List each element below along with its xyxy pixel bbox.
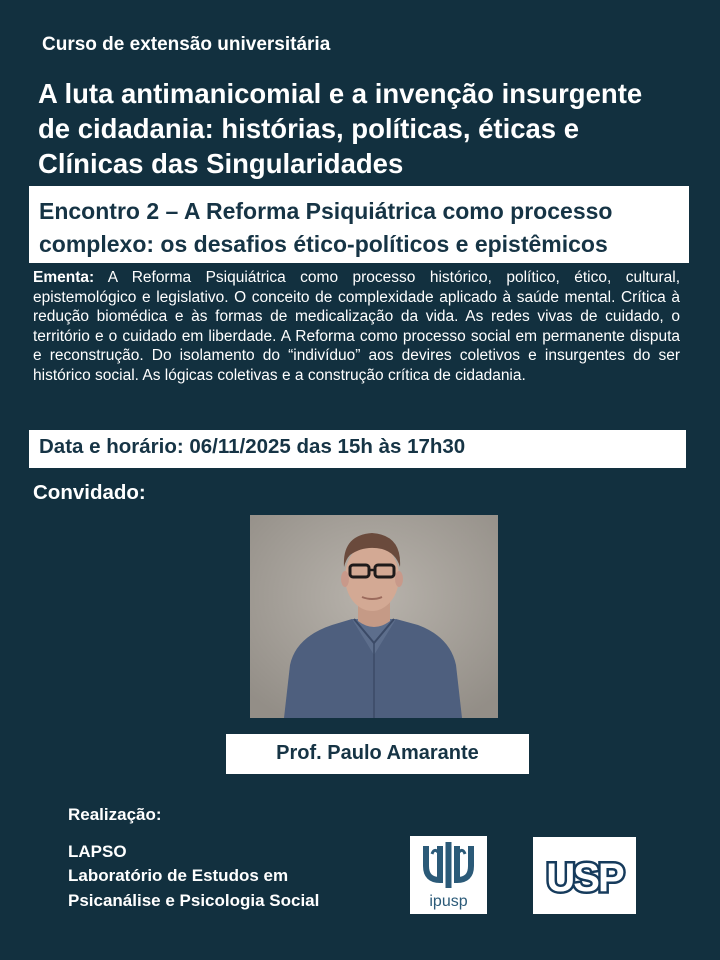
- meeting-title-line: complexo: os desafios ético-políticos e epistêmicos: [39, 231, 608, 257]
- meeting-title-box: [29, 186, 689, 263]
- lab-acronym: LAPSO: [68, 842, 127, 861]
- course-label: Curso de extensão universitária: [42, 34, 331, 55]
- date-time-text: Data e horário: 06/11/2025 das 15h às 17h30: [39, 435, 466, 458]
- main-title: [38, 76, 698, 181]
- ipusp-logo-text: ipusp: [429, 893, 468, 910]
- guest-photo: [250, 515, 498, 718]
- usp-logo-text: USP: [546, 856, 623, 900]
- title-line: Clínicas das Singularidades: [38, 148, 404, 179]
- ementa-text: A Reforma Psiquiátrica como processo histórico, político, ético, cultural, epistemológico e legislativo. O conceito de complexidade aplicado à saúde mental. Crítica à redução biomédica e às formas de medicalização da vida. As redes vivas de cuidado, o território e o cuidado em liberdade. A Reforma como processo social em permanente disputa e reconstrução. Do isolamento do “indivíduo” aos devires coletivos e insurgentes do ser histórico social. As lógicas coletivas e a construção crítica de cidadania.: [33, 269, 680, 384]
- title-line: A luta antimanicomial e a invenção insurgente: [38, 78, 643, 109]
- guest-name-box: [226, 734, 529, 774]
- title-line: de cidadania: histórias, políticas, éticas e: [38, 113, 580, 144]
- ipusp-logo: [410, 836, 487, 914]
- usp-logo: [533, 837, 636, 914]
- lab-name-line: Laboratório de Estudos em: [68, 866, 289, 885]
- usp-logo-icon: [533, 837, 636, 914]
- guest-portrait-image: [250, 515, 498, 718]
- guest-name: Prof. Paulo Amarante: [276, 742, 479, 764]
- ementa-paragraph: [33, 268, 680, 385]
- meeting-title-line: Encontro 2 – A Reforma Psiquiátrica como processo: [39, 198, 613, 224]
- ementa-label: Ementa:: [33, 269, 95, 286]
- lab-name-line: Psicanálise e Psicologia Social: [68, 891, 320, 910]
- guest-label: Convidado:: [33, 481, 146, 504]
- date-time-box: [29, 430, 686, 468]
- realizacao-label: Realização:: [68, 805, 162, 824]
- ipusp-psi-icon: [410, 836, 487, 914]
